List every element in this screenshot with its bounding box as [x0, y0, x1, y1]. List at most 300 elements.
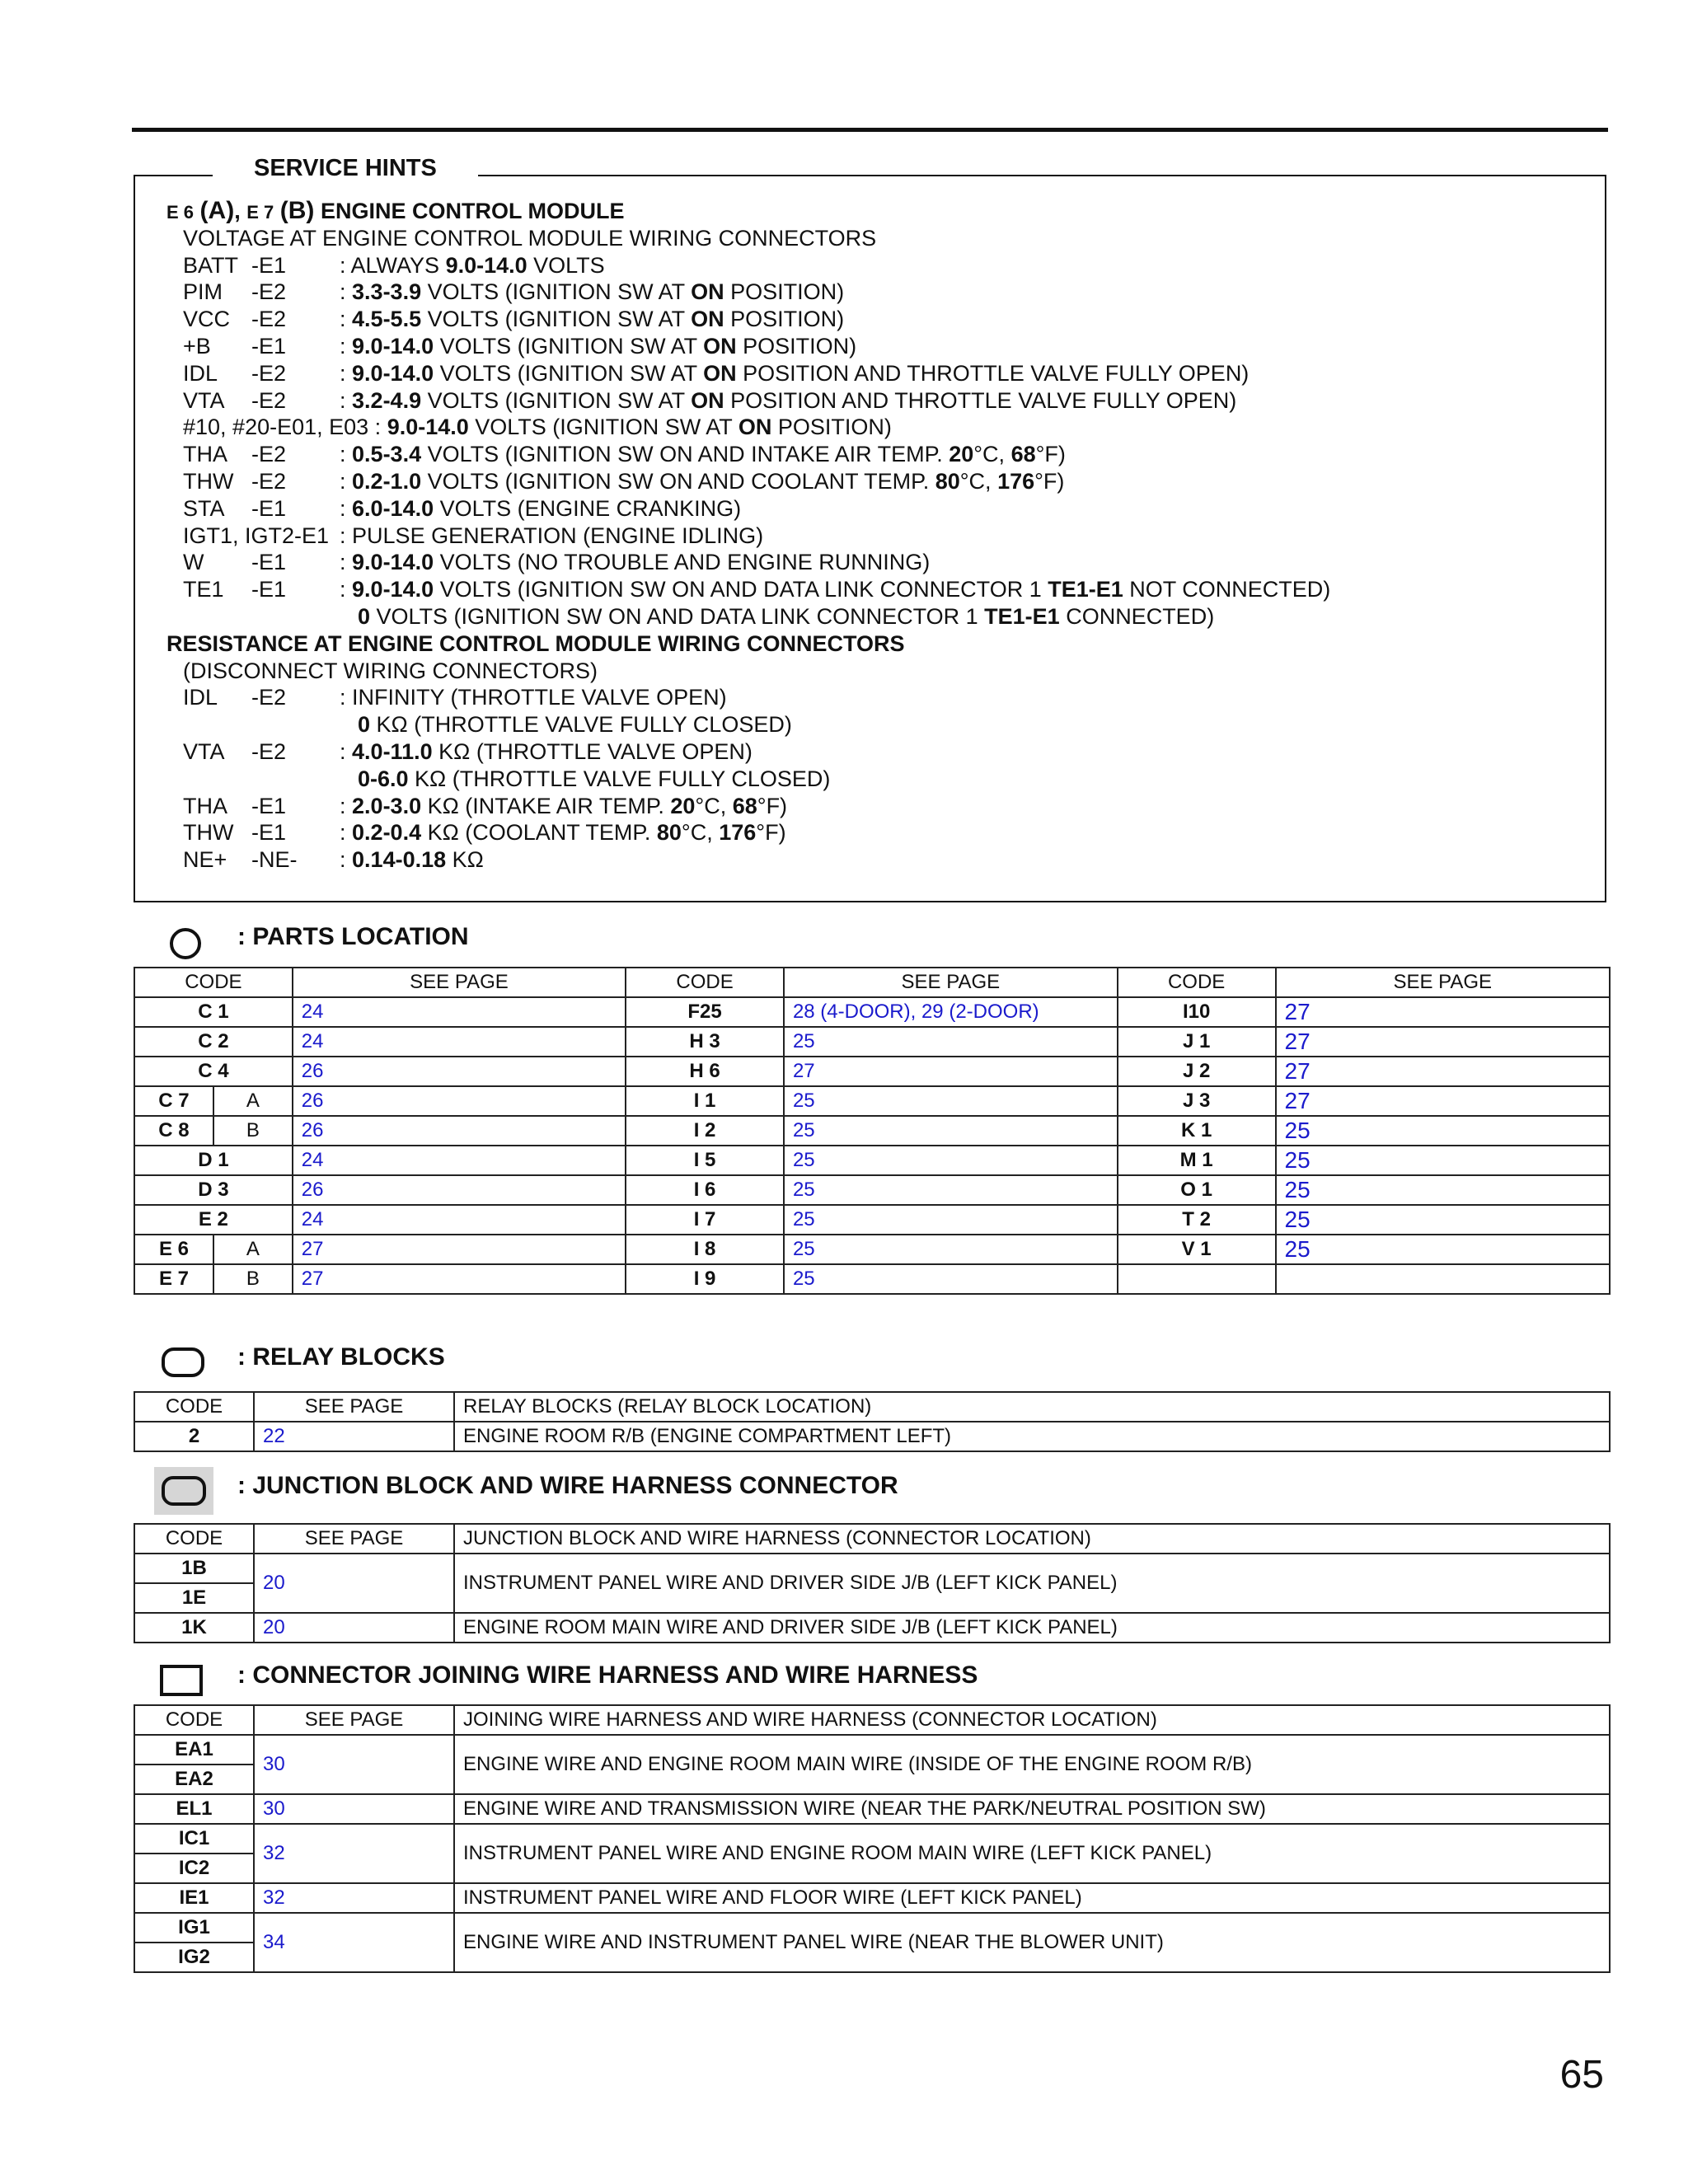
part-code: J 3 — [1118, 1086, 1276, 1116]
w-rest: VOLTS (NO TROUBLE AND ENGINE RUNNING) — [434, 550, 931, 575]
junction-page-link[interactable]: 20 — [254, 1613, 454, 1643]
voltage-row-tha — [166, 441, 1597, 468]
junction-header-row — [134, 1524, 1610, 1554]
w-value: 9.0-14.0 — [352, 550, 434, 575]
w-terminal: W — [183, 550, 204, 575]
voltage-title: VOLTAGE AT ENGINE CONTROL MODULE WIRING CONNECTORS — [183, 225, 877, 251]
r-idl-colon: : — [340, 685, 346, 710]
r-vta-colon: : — [340, 738, 346, 764]
connector-b: (B) — [279, 197, 315, 224]
part-code: I 7 — [626, 1205, 784, 1235]
voltage-value: 4.5-5.5 — [352, 307, 422, 332]
relay-header-code: CODE — [134, 1392, 254, 1422]
part-page-link[interactable]: 26 — [293, 1086, 626, 1116]
circle-symbol-icon — [168, 926, 203, 961]
table-row — [134, 1116, 1610, 1146]
r-thw-ground: -E1 — [251, 820, 287, 846]
r-tha-value: 2.0-3.0 — [352, 793, 422, 818]
table-row — [134, 1264, 1610, 1294]
header-code-2: CODE — [626, 968, 784, 997]
table-row — [134, 997, 1610, 1027]
junction-page-link[interactable]: 20 — [254, 1554, 454, 1613]
row-prefix: ALWAYS — [350, 252, 446, 278]
r-idl2-value: 0 — [358, 712, 371, 738]
resistance-row-thw — [166, 819, 1597, 846]
header-see-1: SEE PAGE — [293, 968, 626, 997]
part-code: C 4 — [134, 1057, 293, 1086]
part-page-link[interactable]: 27 — [1276, 1027, 1610, 1057]
te1b-rest: VOLTS (IGNITION SW ON AND DATA LINK CONNECTOR 1 — [370, 603, 985, 629]
r-ne-rest: KΩ — [446, 847, 484, 873]
part-page-link[interactable]: 25 — [784, 1116, 1118, 1146]
tha-temp-f: 68 — [1010, 442, 1036, 467]
r-idl2-rest: KΩ (THROTTLE VALVE FULLY CLOSED) — [370, 712, 792, 738]
header-see-3: SEE PAGE — [1276, 968, 1610, 997]
tha-value: 0.5-3.4 — [352, 442, 422, 467]
te1-rest: VOLTS (IGNITION SW ON AND DATA LINK CONNECTOR 1 — [434, 577, 1048, 602]
part-page-link[interactable]: 24 — [293, 1146, 626, 1175]
joining-page-link[interactable]: 30 — [254, 1794, 454, 1824]
table-row — [134, 1175, 1610, 1205]
resistance-row-idl — [166, 684, 1597, 711]
junction-code: 1B — [134, 1554, 254, 1583]
voltage-row-te1-b — [166, 603, 1597, 630]
joining-page-link[interactable]: 30 — [254, 1735, 454, 1794]
part-code: D 1 — [134, 1146, 293, 1175]
relay-desc: ENGINE ROOM R/B (ENGINE COMPARTMENT LEFT) — [454, 1422, 1610, 1451]
table-row — [134, 1027, 1610, 1057]
relay-page-link[interactable]: 22 — [254, 1422, 454, 1451]
part-code: V 1 — [1118, 1235, 1276, 1264]
row10-label: #10, #20-E01, E03 : — [183, 415, 387, 440]
r-vta2-rest: KΩ (THROTTLE VALVE FULLY CLOSED) — [408, 766, 831, 791]
row-on: ON — [691, 387, 724, 413]
rounded-rect-symbol-icon — [160, 1346, 206, 1379]
part-code: I 6 — [626, 1175, 784, 1205]
ground-terminal: -E1 — [251, 333, 287, 359]
r-thw-unit-f: °F) — [756, 820, 786, 846]
junction-block-symbol-icon — [160, 1474, 208, 1507]
r-thw-terminal: THW — [183, 820, 234, 846]
table-row — [134, 1086, 1610, 1116]
row10-on: ON — [738, 415, 772, 440]
top-rule — [132, 128, 1608, 132]
row-colon: : — [340, 387, 346, 413]
resistance-row-tha — [166, 793, 1597, 820]
row10-value: 9.0-14.0 — [387, 415, 469, 440]
part-page-link[interactable]: 25 — [1276, 1205, 1610, 1235]
resistance-row-vta-b — [166, 766, 1597, 793]
joining-desc: ENGINE WIRE AND INSTRUMENT PANEL WIRE (NEAR THE BLOWER UNIT) — [454, 1913, 1610, 1972]
row-condition: VOLTS — [527, 252, 605, 278]
row-colon: : — [340, 279, 346, 305]
thw-unit-f: °F) — [1034, 468, 1065, 494]
part-page-link[interactable]: 27 — [784, 1057, 1118, 1086]
part-code: K 1 — [1118, 1116, 1276, 1146]
r-tha-terminal: THA — [183, 793, 227, 818]
ground-terminal: -E2 — [251, 387, 287, 413]
resistance-row-vta — [166, 738, 1597, 766]
part-page-link[interactable]: 24 — [293, 1205, 626, 1235]
table-row — [134, 1146, 1610, 1175]
part-sub-code: A — [213, 1086, 293, 1116]
thw-temp-f: 176 — [997, 468, 1035, 494]
parts-location-table — [134, 967, 1611, 1295]
service-hints-box — [134, 175, 1606, 902]
thw-value: 0.2-1.0 — [352, 468, 422, 494]
row-colon: : — [340, 252, 346, 278]
relay-header-desc: RELAY BLOCKS (RELAY BLOCK LOCATION) — [454, 1392, 1610, 1422]
part-code: I 2 — [626, 1116, 784, 1146]
row-condition: VOLTS (IGNITION SW AT — [421, 307, 692, 332]
relay-header-row — [134, 1392, 1610, 1422]
joining-page-link[interactable]: 32 — [254, 1883, 454, 1913]
terminal-name: IDL — [183, 360, 218, 386]
row-on: ON — [691, 279, 724, 305]
terminal-name: +B — [183, 333, 211, 359]
service-hints-title: SERVICE HINTS — [213, 152, 478, 185]
te1-colon: : — [340, 577, 346, 602]
part-page-link[interactable]: 25 — [1276, 1175, 1610, 1205]
voltage-value: 3.2-4.9 — [352, 387, 422, 413]
parts-header-row — [134, 968, 1610, 997]
part-page-link[interactable]: 26 — [293, 1175, 626, 1205]
header-code-1: CODE — [134, 968, 293, 997]
voltage-row-igt — [166, 523, 1597, 550]
joining-header-desc: JOINING WIRE HARNESS AND WIRE HARNESS (CONNECTOR LOCATION) — [454, 1705, 1610, 1735]
joining-desc: INSTRUMENT PANEL WIRE AND ENGINE ROOM MAIN WIRE (LEFT KICK PANEL) — [454, 1824, 1610, 1883]
row-end: POSITION) — [724, 279, 845, 305]
row-colon: : — [340, 360, 346, 386]
junction-header-code: CODE — [134, 1524, 254, 1554]
part-sub-code: A — [213, 1235, 293, 1264]
te1-terminal: TE1 — [183, 577, 224, 602]
table-row — [134, 1554, 1610, 1583]
r-thw-value: 0.2-0.4 — [352, 820, 422, 846]
sta-ground: -E1 — [251, 495, 287, 521]
header-code-3: CODE — [1118, 968, 1276, 997]
part-code: I 1 — [626, 1086, 784, 1116]
part-page-link[interactable]: 25 — [784, 1264, 1118, 1294]
part-code: E 6 — [134, 1235, 213, 1264]
tha-rest: VOLTS (IGNITION SW ON AND INTAKE AIR TEMP. — [421, 442, 950, 467]
voltage-row — [166, 360, 1597, 387]
part-sub-code: B — [213, 1264, 293, 1294]
tha-colon: : — [340, 442, 346, 467]
part-code: I 9 — [626, 1264, 784, 1294]
r-thw-unit-c: °C, — [681, 820, 720, 846]
part-page-link[interactable]: 25 — [784, 1175, 1118, 1205]
relay-header-see: SEE PAGE — [254, 1392, 454, 1422]
te1-value: 9.0-14.0 — [352, 577, 434, 602]
r-idl-text: INFINITY (THROTTLE VALVE OPEN) — [352, 685, 727, 710]
te1-ground: -E1 — [251, 577, 287, 602]
joining-page-link[interactable]: 32 — [254, 1824, 454, 1883]
table-row — [134, 1057, 1610, 1086]
connector-e7: E 7 — [246, 202, 274, 223]
header-see-2: SEE PAGE — [784, 968, 1118, 997]
r-tha-unit-f: °F) — [757, 793, 788, 818]
voltage-row — [166, 387, 1597, 415]
part-code: I 5 — [626, 1146, 784, 1175]
sta-rest: VOLTS (ENGINE CRANKING) — [434, 495, 742, 521]
joining-code: IG2 — [134, 1943, 254, 1972]
r-thw-rest: KΩ (COOLANT TEMP. — [421, 820, 657, 846]
tha-terminal: THA — [183, 442, 227, 467]
part-page-link[interactable]: 25 — [784, 1146, 1118, 1175]
voltage-row — [166, 252, 1597, 279]
part-code: D 3 — [134, 1175, 293, 1205]
resistance-row-idl-b — [166, 711, 1597, 738]
relay-blocks-table — [134, 1391, 1611, 1452]
part-page-link[interactable]: 25 — [1276, 1235, 1610, 1264]
tha-unit-c: °C, — [973, 442, 1011, 467]
part-code: C 7 — [134, 1086, 213, 1116]
r-ne-ground: -NE- — [251, 847, 298, 873]
thw-terminal: THW — [183, 468, 234, 494]
r-vta-ground: -E2 — [251, 738, 287, 764]
r-ne-value: 0.14-0.18 — [352, 847, 447, 873]
voltage-row — [166, 279, 1597, 306]
joining-code: IC1 — [134, 1824, 254, 1854]
part-page-link[interactable]: 27 — [1276, 997, 1610, 1027]
sta-terminal: STA — [183, 495, 225, 521]
row-condition: VOLTS (IGNITION SW AT — [421, 279, 692, 305]
row-end: POSITION) — [736, 333, 857, 359]
part-page-link[interactable]: 28 (4-DOOR), 29 (2-DOOR) — [784, 997, 1118, 1027]
sta-colon: : — [340, 495, 346, 521]
row10-end: POSITION) — [771, 415, 892, 440]
joining-code: IG1 — [134, 1913, 254, 1943]
voltage-row-sta — [166, 495, 1597, 523]
voltage-value: 9.0-14.0 — [445, 252, 528, 278]
r-idl-terminal: IDL — [183, 685, 218, 710]
part-page-link[interactable]: 27 — [293, 1235, 626, 1264]
r-tha-rest: KΩ (INTAKE AIR TEMP. — [421, 793, 671, 818]
table-row — [134, 1824, 1610, 1854]
voltage-row-w — [166, 549, 1597, 576]
part-code: H 3 — [626, 1027, 784, 1057]
r-tha-ground: -E1 — [251, 793, 287, 818]
part-code — [1118, 1264, 1276, 1294]
joining-code: EA2 — [134, 1765, 254, 1794]
resistance-title — [166, 630, 1597, 658]
r-vta-terminal: VTA — [183, 738, 225, 764]
table-row — [134, 1735, 1610, 1765]
part-code: E 2 — [134, 1205, 293, 1235]
row-colon: : — [340, 333, 346, 359]
ground-terminal: -E1 — [251, 252, 287, 278]
part-code: E 7 — [134, 1264, 213, 1294]
row-condition: VOLTS (IGNITION SW AT — [434, 333, 704, 359]
te1-end: NOT CONNECTED) — [1123, 577, 1331, 602]
row-on: ON — [691, 307, 724, 332]
hints-heading — [166, 198, 1597, 225]
part-code: C 1 — [134, 997, 293, 1027]
joining-header-row — [134, 1705, 1610, 1735]
thw-unit-c: °C, — [959, 468, 998, 494]
table-row — [134, 1235, 1610, 1264]
part-page-link[interactable] — [1276, 1264, 1610, 1294]
square-symbol-icon — [158, 1663, 204, 1698]
part-code: C 8 — [134, 1116, 213, 1146]
part-page-link[interactable]: 25 — [784, 1086, 1118, 1116]
r-tha-temp-f: 68 — [732, 793, 757, 818]
r-thw-colon: : — [340, 820, 346, 846]
junction-desc: INSTRUMENT PANEL WIRE AND DRIVER SIDE J/B (LEFT KICK PANEL) — [454, 1554, 1610, 1613]
r-thw-temp-c: 80 — [656, 820, 682, 846]
voltage-row — [166, 333, 1597, 360]
relay-code: 2 — [134, 1422, 254, 1451]
joining-desc: ENGINE WIRE AND ENGINE ROOM MAIN WIRE (INSIDE OF THE ENGINE ROOM R/B) — [454, 1735, 1610, 1794]
tha-temp-c: 20 — [949, 442, 974, 467]
part-page-link[interactable]: 25 — [784, 1235, 1118, 1264]
part-code: F25 — [626, 997, 784, 1027]
resistance-row-ne — [166, 846, 1597, 874]
part-code: I10 — [1118, 997, 1276, 1027]
row-colon: : — [340, 307, 346, 332]
junction-header-desc: JUNCTION BLOCK AND WIRE HARNESS (CONNECTOR LOCATION) — [454, 1524, 1610, 1554]
row-condition: VOLTS (IGNITION SW AT — [434, 360, 704, 386]
thw-colon: : — [340, 468, 346, 494]
voltage-value: 3.3-3.9 — [352, 279, 422, 305]
voltage-value: 9.0-14.0 — [352, 333, 434, 359]
voltage-row-thw — [166, 468, 1597, 495]
part-code: M 1 — [1118, 1146, 1276, 1175]
junction-title: : JUNCTION BLOCK AND WIRE HARNESS CONNECTOR — [237, 1472, 898, 1499]
part-code: O 1 — [1118, 1175, 1276, 1205]
r-vta-value: 4.0-11.0 — [352, 738, 433, 764]
table-row — [134, 1422, 1610, 1451]
part-page-link[interactable]: 27 — [1276, 1086, 1610, 1116]
r-tha-temp-c: 20 — [670, 793, 696, 818]
te1-connector: TE1-E1 — [1048, 577, 1123, 602]
part-code: J 2 — [1118, 1057, 1276, 1086]
table-row — [134, 1913, 1610, 1943]
thw-ground: -E2 — [251, 468, 287, 494]
te1b-end: CONNECTED) — [1059, 603, 1215, 629]
part-page-link[interactable]: 25 — [1276, 1116, 1610, 1146]
part-code: H 6 — [626, 1057, 784, 1086]
terminal-name: BATT — [183, 252, 238, 278]
tha-ground: -E2 — [251, 442, 287, 467]
row-end: POSITION AND THROTTLE VALVE FULLY OPEN) — [724, 387, 1237, 413]
connector-e6: E 6 — [166, 202, 195, 223]
thw-temp-c: 80 — [935, 468, 960, 494]
joining-table — [134, 1704, 1611, 1973]
part-page-link[interactable]: 26 — [293, 1057, 626, 1086]
voltage-row-10 — [166, 414, 1597, 441]
part-page-link[interactable]: 24 — [293, 997, 626, 1027]
heading-comma: , — [234, 199, 241, 223]
joining-code: IE1 — [134, 1883, 254, 1913]
ground-terminal: -E2 — [251, 279, 287, 305]
sta-value: 6.0-14.0 — [352, 495, 434, 521]
igt-text: PULSE GENERATION (ENGINE IDLING) — [352, 523, 764, 548]
row-condition: VOLTS (IGNITION SW AT — [421, 387, 692, 413]
resistance-title-text: RESISTANCE AT ENGINE CONTROL MODULE WIRING CONNECTORS — [166, 630, 905, 656]
part-code: T 2 — [1118, 1205, 1276, 1235]
r-vta-rest: KΩ (THROTTLE VALVE OPEN) — [432, 738, 753, 764]
part-page-link[interactable]: 27 — [1276, 1057, 1610, 1086]
service-hints-content — [166, 198, 1597, 874]
junction-code: 1K — [134, 1613, 254, 1643]
w-colon: : — [340, 550, 346, 575]
part-sub-code: B — [213, 1116, 293, 1146]
part-page-link[interactable]: 24 — [293, 1027, 626, 1057]
r-ne-colon: : — [340, 847, 346, 873]
ground-terminal: -E2 — [251, 307, 287, 332]
r-tha-unit-c: °C, — [695, 793, 733, 818]
voltage-row-te1 — [166, 576, 1597, 603]
joining-code: IC2 — [134, 1854, 254, 1883]
row-end: POSITION AND THROTTLE VALVE FULLY OPEN) — [736, 360, 1250, 386]
table-row — [134, 1794, 1610, 1824]
r-thw-temp-f: 176 — [719, 820, 757, 846]
junction-table — [134, 1523, 1611, 1643]
voltage-row — [166, 306, 1597, 333]
r-tha-colon: : — [340, 793, 346, 818]
joining-code: EL1 — [134, 1794, 254, 1824]
table-row — [134, 1883, 1610, 1913]
part-page-link[interactable]: 25 — [1276, 1146, 1610, 1175]
igt-colon: : — [340, 523, 346, 548]
table-row — [134, 1205, 1610, 1235]
resistance-subtitle: (DISCONNECT WIRING CONNECTORS) — [183, 658, 598, 683]
connector-a: (A) — [199, 197, 235, 224]
w-ground: -E1 — [251, 550, 287, 575]
part-page-link[interactable]: 26 — [293, 1116, 626, 1146]
r-idl-ground: -E2 — [251, 685, 287, 710]
r-vta2-value: 0-6.0 — [358, 766, 409, 791]
row10-rest: VOLTS (IGNITION SW AT — [468, 415, 738, 440]
parts-location-title: : PARTS LOCATION — [237, 923, 469, 950]
tha-unit-f: °F) — [1035, 442, 1066, 467]
part-code: J 1 — [1118, 1027, 1276, 1057]
part-page-link[interactable]: 27 — [293, 1264, 626, 1294]
junction-header-see: SEE PAGE — [254, 1524, 454, 1554]
part-code: C 2 — [134, 1027, 293, 1057]
row-on: ON — [703, 333, 737, 359]
module-name: ENGINE CONTROL MODULE — [320, 199, 625, 223]
row-on: ON — [703, 360, 737, 386]
row-end: POSITION) — [724, 307, 845, 332]
thw-rest: VOLTS (IGNITION SW ON AND COOLANT TEMP. — [421, 468, 935, 494]
joining-title: : CONNECTOR JOINING WIRE HARNESS AND WIRE HARNESS — [237, 1661, 978, 1689]
junction-desc: ENGINE ROOM MAIN WIRE AND DRIVER SIDE J/B (LEFT KICK PANEL) — [454, 1613, 1610, 1643]
voltage-value: 9.0-14.0 — [352, 360, 434, 386]
joining-page-link[interactable]: 34 — [254, 1913, 454, 1972]
terminal-name: VCC — [183, 307, 231, 332]
part-code: I 8 — [626, 1235, 784, 1264]
joining-desc: ENGINE WIRE AND TRANSMISSION WIRE (NEAR THE PARK/NEUTRAL POSITION SW) — [454, 1794, 1610, 1824]
terminal-name: PIM — [183, 279, 223, 305]
ground-terminal: -E2 — [251, 360, 287, 386]
joining-desc: INSTRUMENT PANEL WIRE AND FLOOR WIRE (LEFT KICK PANEL) — [454, 1883, 1610, 1913]
joining-header-see: SEE PAGE — [254, 1705, 454, 1735]
part-page-link[interactable]: 25 — [784, 1027, 1118, 1057]
relay-blocks-title: : RELAY BLOCKS — [237, 1343, 445, 1371]
r-ne-terminal: NE+ — [183, 847, 227, 873]
table-row — [134, 1613, 1610, 1643]
te1b-connector: TE1-E1 — [984, 603, 1060, 629]
igt-label: IGT1, IGT2-E1 — [183, 523, 330, 548]
joining-header-code: CODE — [134, 1705, 254, 1735]
te1b-value: 0 — [358, 603, 371, 629]
part-page-link[interactable]: 25 — [784, 1205, 1118, 1235]
joining-code: EA1 — [134, 1735, 254, 1765]
terminal-name: VTA — [183, 387, 225, 413]
